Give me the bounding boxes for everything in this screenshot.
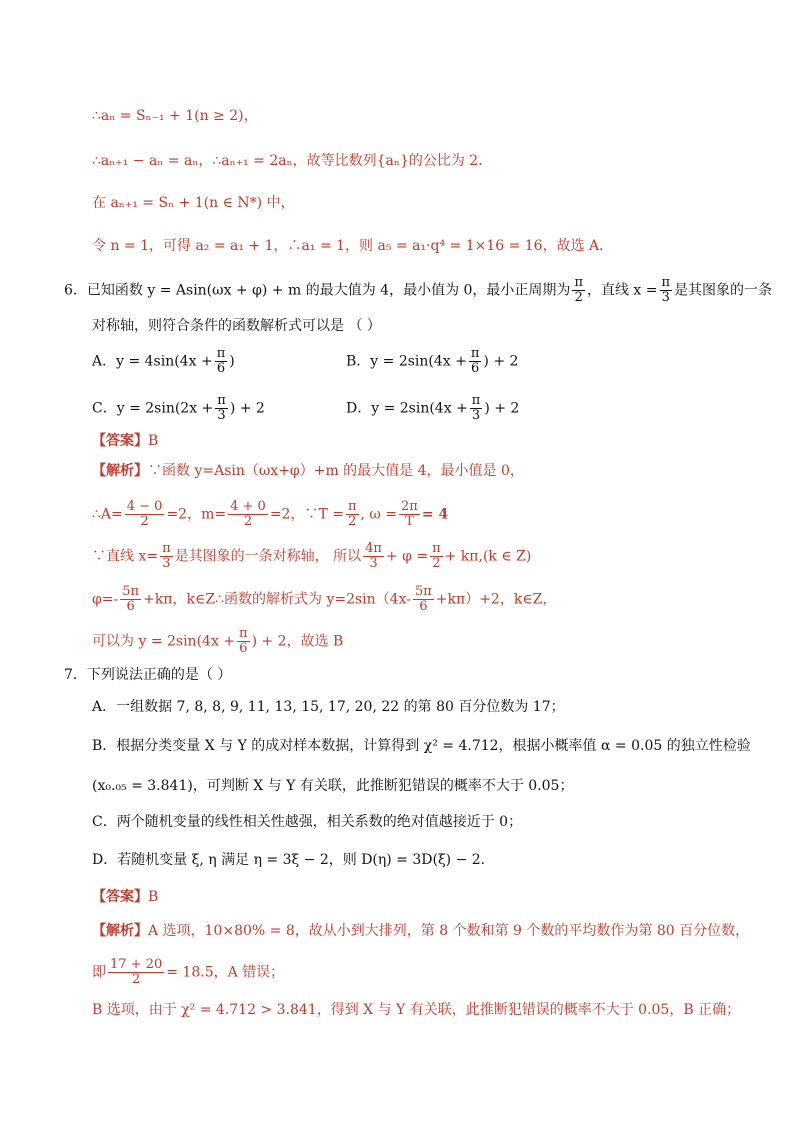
fraction <box>660 276 673 305</box>
option-text: C．y = 2sin(2x + <box>92 400 214 417</box>
fraction-numerator: π <box>470 346 480 361</box>
option-text: C．两个随机变量的线性相关性越强，相关系数的绝对值越接近于 0； <box>92 814 523 830</box>
analysis-text: 是其图象的一条对称轴， 所以 <box>174 548 362 565</box>
solution-line-3 <box>92 193 295 213</box>
fraction-numerator: π <box>661 275 671 290</box>
q7-analysis-line-2 <box>92 958 284 987</box>
fraction <box>430 542 443 571</box>
q6-analysis-line-5 <box>92 627 343 656</box>
fraction <box>120 585 141 614</box>
fraction-denominator: T <box>399 514 420 529</box>
fraction-denominator: 2 <box>108 972 164 987</box>
q6-stem-text: 是其图象的一条 <box>674 282 773 299</box>
analysis-text: = 18.5，A 错误； <box>166 964 285 981</box>
q6-option-c <box>92 394 265 423</box>
analysis-text: 即 <box>92 964 106 981</box>
analysis-text: =2，m= <box>166 506 227 523</box>
fraction-numerator: π <box>239 626 248 641</box>
fraction-numerator: π <box>217 393 226 408</box>
q7-analysis-line-1 <box>92 921 749 941</box>
q7-option-d <box>92 850 495 870</box>
fraction-numerator: 5π <box>122 584 140 599</box>
q7-analysis-line-3 <box>92 1000 740 1020</box>
q7-answer <box>92 887 158 907</box>
analysis-text: A 选项，10×80% = 8，故从小到大排列，第 8 个数和第 9 个数的平均数作为第 80 百分位数， <box>148 923 750 939</box>
q6-option-a <box>92 347 235 376</box>
option-text: D．y = 2sin(4x + <box>346 400 468 417</box>
fraction <box>363 542 384 571</box>
q6-answer <box>92 431 158 451</box>
answer-label: 【答案】 <box>92 889 148 905</box>
solution-line-1 <box>92 106 258 126</box>
fraction-denominator: 6 <box>120 599 141 614</box>
answer-label: 【答案】 <box>92 433 148 449</box>
fraction <box>215 347 228 376</box>
analysis-text: ∵函数 y=Asin（ωx+φ）+m 的最大值是 4，最小值是 0， <box>148 463 524 479</box>
q6-analysis-line-1 <box>92 461 524 481</box>
formula-text: 故选 A． <box>556 238 614 254</box>
fraction-denominator: 3 <box>660 290 673 305</box>
analysis-text: , ω = <box>360 506 398 523</box>
q6-stem-text: ，直线 x = <box>586 282 658 299</box>
fraction <box>572 276 585 305</box>
option-text: (x₀.₀₅ = 3.841)，可判断 X 与 Y 有关联，此推断犯错误的概率不大于 0.05； <box>92 778 574 794</box>
fraction <box>125 500 165 529</box>
formula-text: ∴aₙ = Sₙ₋₁ + 1(n ≥ 2)， <box>92 108 258 124</box>
q6-stem-text: 6．已知函数 y = Asin(ωx + φ) + m 的最大值为 4，最小值为 0，最小正周期为 <box>64 282 571 299</box>
q6-option-b <box>346 347 518 376</box>
analysis-text: ∴A= <box>92 506 123 523</box>
solution-line-4 <box>92 236 613 256</box>
formula-text: ∴aₙ₊₁ − aₙ = aₙ，∴aₙ₊₁ = 2aₙ， <box>92 153 307 169</box>
analysis-text: +kπ）+2，k∈Z， <box>435 591 557 608</box>
option-text: B．y = 2sin(4x + <box>346 353 467 370</box>
fraction-numerator: 4 − 0 <box>126 499 163 514</box>
fraction <box>228 500 268 529</box>
option-text: D．若随机变量 ξ, η 满足 η = 3ξ − 2，则 D(η) = 3D(ξ) − 2． <box>92 852 495 868</box>
fraction <box>108 958 164 987</box>
q6-stem-line-1 <box>64 276 772 305</box>
q7-option-b-line-1 <box>92 736 751 756</box>
analysis-label: 【解析】 <box>92 463 148 479</box>
fraction-denominator: 2 <box>346 514 359 529</box>
fraction-denominator: 2 <box>125 514 165 529</box>
analysis-text: φ=- <box>92 591 119 608</box>
q6-stem-text: 对称轴，则符合条件的函数解析式可以是 （ ） <box>92 318 381 334</box>
option-text: A．一组数据 7, 8, 8, 9, 11, 13, 15, 17, 20, 22 的第 80 百分位数为 17； <box>92 699 565 715</box>
analysis-text: + kπ,(k ∈ Z) <box>444 548 532 565</box>
formula-text: 令 n = 1，可得 a₂ = a₁ + 1，∴a₁ = 1，则 a₅ = a₁·q⁴ = 1×16 = 16， <box>92 238 557 254</box>
formula-text: 故等比数列{aₙ}的公比为 2． <box>306 153 493 169</box>
fraction-numerator: π <box>471 393 481 408</box>
q7-stem-text: 7．下列说法正确的是（ ） <box>64 667 232 683</box>
analysis-label: 【解析】 <box>92 923 148 939</box>
fraction <box>237 627 250 656</box>
q6-option-d <box>346 394 519 423</box>
analysis-text: + φ = <box>385 548 429 565</box>
fraction <box>399 500 420 529</box>
fraction <box>413 585 434 614</box>
fraction-denominator: 6 <box>237 641 250 656</box>
fraction-denominator: 3 <box>160 556 173 571</box>
fraction-denominator: 3 <box>470 408 483 423</box>
q7-stem <box>64 665 231 685</box>
q6-analysis-line-4 <box>92 585 556 614</box>
fraction-numerator: 5π <box>414 584 432 599</box>
fraction-denominator: 6 <box>469 361 482 376</box>
fraction-numerator: 2π <box>401 499 418 514</box>
analysis-text: +kπ，k∈Z∴函数的解析式为 y=2sin（4x- <box>143 591 411 608</box>
fraction <box>469 347 482 376</box>
fraction-denominator: 2 <box>430 556 443 571</box>
answer-value: B <box>148 433 159 449</box>
q6-stem-line-2 <box>92 316 381 336</box>
fraction-numerator: π <box>432 541 441 556</box>
fraction-numerator: π <box>216 346 226 361</box>
fraction-numerator: π <box>347 499 357 514</box>
fraction-numerator: 4 + 0 <box>230 499 266 514</box>
formula-text: 在 aₙ₊₁ = Sₙ + 1(n ∈ N*) 中， <box>92 195 295 211</box>
fraction-numerator: π <box>574 275 583 290</box>
option-text: B．根据分类变量 X 与 Y 的成对样本数据，计算得到 χ² = 4.712，根据小概率值 α = 0.05 的独立性检验 <box>92 738 751 754</box>
analysis-text: B 选项，由于 χ² = 4.712 > 3.841，得到 X 与 Y 有关联，此推断犯错误的概率不大于 0.05，B 正确； <box>92 1002 741 1018</box>
fraction-denominator: 3 <box>363 556 384 571</box>
analysis-text: =2，∵T = <box>269 506 344 523</box>
analysis-text: = 4 <box>421 506 449 523</box>
q7-option-a <box>92 697 565 717</box>
fraction-numerator: π <box>162 541 171 556</box>
fraction-denominator: 6 <box>413 599 434 614</box>
fraction-denominator: 6 <box>215 361 228 376</box>
fraction <box>346 500 359 529</box>
option-text: A．y = 4sin(4x + <box>92 353 213 370</box>
option-text: ) + 2 <box>484 400 520 417</box>
fraction <box>160 542 173 571</box>
q7-option-b-line-2 <box>92 776 573 796</box>
option-text: ) + 2 <box>483 353 519 370</box>
fraction-numerator: 4π <box>365 541 382 556</box>
q6-analysis-line-2 <box>92 500 448 529</box>
fraction-denominator: 2 <box>572 290 585 305</box>
q7-option-c <box>92 812 522 832</box>
q6-analysis-line-3 <box>92 542 531 571</box>
fraction <box>470 394 483 423</box>
answer-value: B <box>148 889 159 905</box>
analysis-text: 可以为 y = 2sin(4x + <box>92 633 236 650</box>
fraction <box>215 394 228 423</box>
option-text: ) <box>229 353 235 370</box>
solution-line-2 <box>92 151 492 171</box>
fraction-denominator: 2 <box>228 514 268 529</box>
option-text: ) + 2 <box>229 400 265 417</box>
analysis-text: ) + 2，故选 B <box>251 633 344 650</box>
analysis-text: ∵直线 x= <box>92 548 159 565</box>
fraction-numerator: 17 + 20 <box>110 957 163 972</box>
fraction-denominator: 3 <box>215 408 228 423</box>
